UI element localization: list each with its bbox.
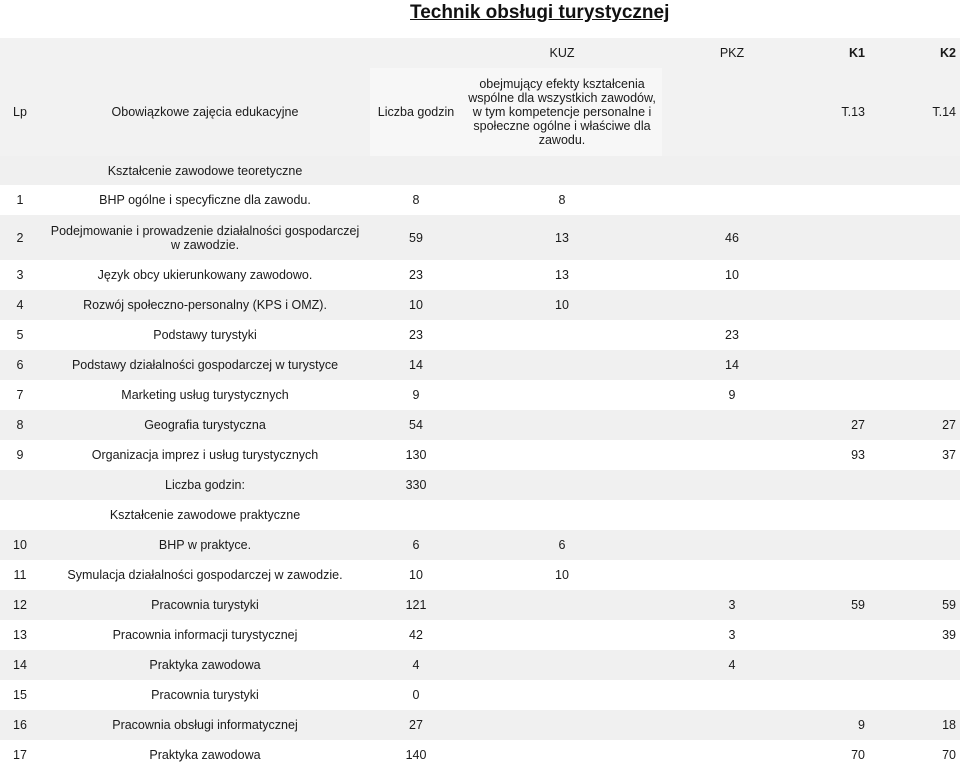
row-subject: Geografia turystyczna: [40, 410, 370, 440]
section-row-practice: [0, 500, 960, 530]
header-kuz: KUZ: [462, 38, 662, 68]
row-kuz: [462, 350, 662, 380]
row-k1: [802, 320, 887, 350]
row-subject: Pracownia turystyki: [40, 590, 370, 620]
row-hours: 14: [370, 350, 462, 380]
row-kuz: [462, 590, 662, 620]
row-k2: 70: [887, 740, 960, 770]
row-hours: 0: [370, 680, 462, 710]
row-hours: 9: [370, 380, 462, 410]
row-k2: 37: [887, 440, 960, 470]
table-row: [0, 320, 960, 350]
row-kuz: 13: [462, 260, 662, 290]
row-subject: Pracownia obsługi informatycznej: [40, 710, 370, 740]
row-k2: 39: [887, 620, 960, 650]
row-kuz: [462, 680, 662, 710]
row-k2: [887, 215, 960, 260]
row-k2: [887, 680, 960, 710]
row-k1: 27: [802, 410, 887, 440]
row-kuz: [462, 320, 662, 350]
header-k2: K2: [887, 38, 960, 68]
row-subject: Podstawy turystyki: [40, 320, 370, 350]
row-pkz: 23: [662, 320, 802, 350]
row-pkz: [662, 440, 802, 470]
empty-cell: [802, 500, 887, 530]
row-k1: [802, 680, 887, 710]
row-k1: [802, 620, 887, 650]
table-row: [0, 350, 960, 380]
row-pkz: 4: [662, 650, 802, 680]
section-empty-cell: [370, 156, 462, 185]
row-kuz: [462, 620, 662, 650]
row-hours: 130: [370, 440, 462, 470]
row-k1: 93: [802, 440, 887, 470]
row-k1: 9: [802, 710, 887, 740]
row-k2: [887, 320, 960, 350]
header-empty-cell: [0, 38, 40, 68]
section-title-practice: Kształcenie zawodowe praktyczne: [40, 500, 370, 530]
row-pkz: [662, 185, 802, 215]
row-pkz: [662, 410, 802, 440]
section-row-theory: [0, 156, 960, 185]
row-k1: [802, 185, 887, 215]
row-lp: 17: [0, 740, 40, 770]
row-hours: 140: [370, 740, 462, 770]
table-row: [0, 380, 960, 410]
header-row-top: [0, 38, 960, 68]
row-pkz: 3: [662, 590, 802, 620]
header-kuz-description: obejmujący efekty kształcenia wspólne dla wszystkich zawodów, w tym kompetencje personalne i społeczne ogólne i właściwe dla zawodu.: [462, 68, 662, 156]
row-kuz: [462, 440, 662, 470]
title-area: [0, 0, 960, 38]
row-subject: Organizacja imprez i usług turystycznych: [40, 440, 370, 470]
row-lp: 5: [0, 320, 40, 350]
table-row: [0, 590, 960, 620]
row-kuz: [462, 710, 662, 740]
header-k1-code: T.13: [802, 68, 887, 156]
header-pkz: PKZ: [662, 38, 802, 68]
row-pkz: [662, 290, 802, 320]
row-subject: Pracownia turystyki: [40, 680, 370, 710]
row-lp: 4: [0, 290, 40, 320]
row-lp: 1: [0, 185, 40, 215]
empty-cell: [462, 500, 662, 530]
row-k2: [887, 290, 960, 320]
table-row: [0, 680, 960, 710]
row-kuz: [462, 380, 662, 410]
section-empty-cell: [462, 156, 662, 185]
table-row: [0, 215, 960, 260]
row-lp: 13: [0, 620, 40, 650]
row-k1: [802, 350, 887, 380]
row-k1: [802, 650, 887, 680]
header-k1: K1: [802, 38, 887, 68]
row-hours: 121: [370, 590, 462, 620]
row-hours: 27: [370, 710, 462, 740]
row-k2: 27: [887, 410, 960, 440]
row-hours: 23: [370, 320, 462, 350]
table-row: [0, 260, 960, 290]
row-k1: [802, 260, 887, 290]
table-row: [0, 530, 960, 560]
header-empty-cell: [370, 38, 462, 68]
row-pkz: [662, 710, 802, 740]
row-subject: Pracownia informacji turystycznej: [40, 620, 370, 650]
row-hours: 6: [370, 530, 462, 560]
row-subject: BHP ogólne i specyficzne dla zawodu.: [40, 185, 370, 215]
empty-cell: [0, 500, 40, 530]
row-subject: Symulacja działalności gospodarczej w zawodzie.: [40, 560, 370, 590]
row-k2: [887, 380, 960, 410]
table-row: [0, 560, 960, 590]
row-hours: 10: [370, 560, 462, 590]
row-lp: 11: [0, 560, 40, 590]
empty-cell: [0, 470, 40, 500]
total-row: [0, 470, 960, 500]
row-k2: [887, 260, 960, 290]
empty-cell: [662, 500, 802, 530]
table-row: [0, 290, 960, 320]
section-empty-cell: [887, 156, 960, 185]
row-k1: [802, 380, 887, 410]
row-lp: 8: [0, 410, 40, 440]
total-hours-label: Liczba godzin:: [40, 470, 370, 500]
row-k1: [802, 215, 887, 260]
table-body: [0, 38, 960, 770]
row-k1: [802, 530, 887, 560]
empty-cell: [802, 470, 887, 500]
row-lp: 12: [0, 590, 40, 620]
table-row: [0, 740, 960, 770]
row-subject: BHP w praktyce.: [40, 530, 370, 560]
row-k1: 70: [802, 740, 887, 770]
row-kuz: 13: [462, 215, 662, 260]
row-lp: 10: [0, 530, 40, 560]
row-pkz: [662, 560, 802, 590]
header-row-main: [0, 68, 960, 156]
table-row: [0, 185, 960, 215]
row-kuz: 10: [462, 290, 662, 320]
table-row: [0, 620, 960, 650]
empty-cell: [887, 500, 960, 530]
header-k2-code: T.14: [887, 68, 960, 156]
row-pkz: 9: [662, 380, 802, 410]
empty-cell: [887, 470, 960, 500]
row-k2: [887, 185, 960, 215]
row-hours: 4: [370, 650, 462, 680]
row-hours: 54: [370, 410, 462, 440]
row-k1: [802, 560, 887, 590]
row-lp: 6: [0, 350, 40, 380]
section-title-theory: Kształcenie zawodowe teoretyczne: [40, 156, 370, 185]
header-empty-cell: [40, 38, 370, 68]
row-k2: [887, 350, 960, 380]
row-pkz: [662, 530, 802, 560]
row-hours: 59: [370, 215, 462, 260]
section-empty-cell: [0, 156, 40, 185]
row-kuz: [462, 650, 662, 680]
table-row: [0, 410, 960, 440]
total-hours-value: 330: [370, 470, 462, 500]
row-kuz: [462, 740, 662, 770]
row-k2: [887, 650, 960, 680]
row-subject: Marketing usług turystycznych: [40, 380, 370, 410]
row-lp: 2: [0, 215, 40, 260]
row-hours: 42: [370, 620, 462, 650]
header-subjects: Obowiązkowe zajęcia edukacyjne: [40, 68, 370, 156]
table-row: [0, 650, 960, 680]
row-k2: 59: [887, 590, 960, 620]
row-k2: [887, 560, 960, 590]
row-pkz: [662, 680, 802, 710]
row-lp: 16: [0, 710, 40, 740]
row-k2: 18: [887, 710, 960, 740]
row-pkz: 14: [662, 350, 802, 380]
header-empty-cell: [662, 68, 802, 156]
row-hours: 23: [370, 260, 462, 290]
row-k1: 59: [802, 590, 887, 620]
row-subject: Rozwój społeczno-personalny (KPS i OMZ).: [40, 290, 370, 320]
row-subject: Praktyka zawodowa: [40, 650, 370, 680]
table-row: [0, 710, 960, 740]
row-lp: 7: [0, 380, 40, 410]
header-lp: Lp: [0, 68, 40, 156]
row-pkz: 3: [662, 620, 802, 650]
row-lp: 15: [0, 680, 40, 710]
empty-cell: [662, 470, 802, 500]
row-hours: 8: [370, 185, 462, 215]
curriculum-table: [0, 38, 960, 770]
row-lp: 9: [0, 440, 40, 470]
table-row: [0, 440, 960, 470]
row-k1: [802, 290, 887, 320]
row-k2: [887, 530, 960, 560]
row-pkz: 10: [662, 260, 802, 290]
row-hours: 10: [370, 290, 462, 320]
section-empty-cell: [802, 156, 887, 185]
page-title: Technik obsługi turystycznej: [410, 2, 670, 23]
empty-cell: [462, 470, 662, 500]
row-subject: Podstawy działalności gospodarczej w turystyce: [40, 350, 370, 380]
row-subject: Praktyka zawodowa: [40, 740, 370, 770]
row-subject: Język obcy ukierunkowany zawodowo.: [40, 260, 370, 290]
row-lp: 3: [0, 260, 40, 290]
row-pkz: 46: [662, 215, 802, 260]
row-lp: 14: [0, 650, 40, 680]
section-empty-cell: [662, 156, 802, 185]
header-hours: Liczba godzin: [370, 68, 462, 156]
row-kuz: 8: [462, 185, 662, 215]
row-kuz: 10: [462, 560, 662, 590]
row-kuz: [462, 410, 662, 440]
empty-cell: [370, 500, 462, 530]
row-kuz: 6: [462, 530, 662, 560]
row-pkz: [662, 740, 802, 770]
row-subject: Podejmowanie i prowadzenie działalności gospodarczej w zawodzie.: [40, 215, 370, 260]
